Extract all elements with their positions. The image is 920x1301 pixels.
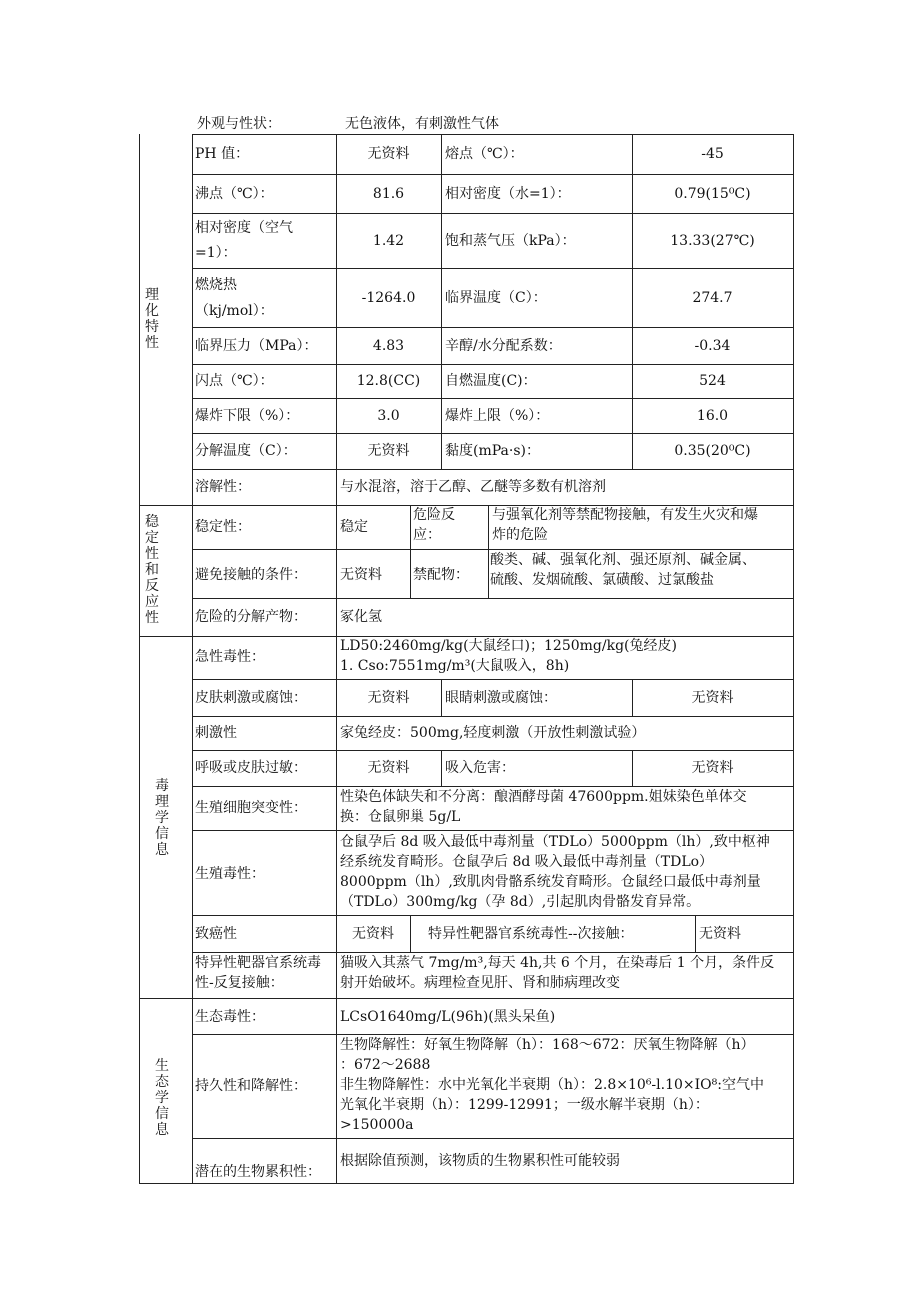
bioaccumulation-value: 根据除值预测，该物质的生物累积性可能较弱 [340, 1153, 620, 1169]
cell-label: 爆炸下限（%）： [195, 408, 300, 424]
bioaccumulation-label: 潜在的生物累积性： [195, 1164, 321, 1180]
hazard-reaction-value-cont: 炸的危险 [492, 527, 548, 543]
acute-toxicity-label: 急性毒性： [195, 649, 265, 665]
persistence-line: 光氧化半衰期（h）：1299-12991；一级水解半衰期（h）： [340, 1097, 709, 1113]
incompatible-value-cont: 硫酸、发烟硫酸、氯磺酸、过氯酸盐 [490, 572, 714, 588]
aspiration-label: 吸入危害： [445, 760, 515, 776]
cell-label: 临界温度（C）： [445, 290, 547, 306]
reproductive-toxicity-line: 8000ppm（lh）,致肌肉骨骼系统发育畸形。仓鼠经口最低中毒剂量 [340, 874, 761, 890]
hazard-reaction-label-cont: 应： [413, 527, 441, 543]
mutagenicity-value-cont: 换：仓鼠卵巢 5g/L [340, 809, 461, 825]
irritation-value: 家兔经皮：500mg,轻度刺激（开放性刺激试验） [340, 725, 646, 741]
stot-single-label: 特异性靶器官系统毒性--次接触： [428, 926, 634, 942]
cell-value: 4.83 [372, 338, 405, 354]
mutagenicity-value: 性染色体缺失和不分离：酿酒酵母菌 47600ppm.姐妹染色单体交 [340, 789, 747, 805]
stability-label: 稳定性： [195, 519, 251, 535]
persistence-line: 非生物降解性：水中光氧化半衰期（h）：2.8×10⁶-l.10×IO⁸:空气中 [340, 1077, 764, 1093]
cell-label: =1）： [195, 245, 237, 261]
cell-label: 沸点（℃）： [195, 186, 274, 202]
avoid-conditions-value: 无资料 [340, 567, 382, 583]
cell-value: 1.42 [372, 233, 405, 249]
hazard-reaction-label: 危险反 [413, 507, 455, 523]
cell-label: 相对密度（空气 [195, 220, 293, 236]
cell-label: 闪点（℃）： [195, 373, 274, 389]
decomp-products-value: 冢化氢 [340, 609, 382, 625]
stot-repeated-label-cont: 性-反复接触： [195, 975, 284, 991]
irritation-label: 刺激性 [195, 725, 237, 741]
persistence-line: 生物降解性：好氧生物降解（h）：168～672：厌氧生物降解（h） [340, 1037, 755, 1053]
stability-value: 稳定 [340, 519, 368, 535]
cell-label: 相对密度（水=1）： [445, 186, 571, 202]
skin-irritation-label: 皮肤刺激或腐蚀： [195, 690, 307, 706]
cell-label: （kj/mol）： [195, 303, 274, 319]
cell-value: 16.0 [696, 408, 729, 424]
section-stability: 稳定性和反应性 [145, 514, 159, 626]
mutagenicity-label: 生殖细胞突变性： [195, 800, 307, 816]
carcinogenicity-value: 无资料 [352, 926, 394, 942]
ecotoxicity-label: 生态毒性： [195, 1009, 265, 1025]
acute-toxicity-value-cont: 1. Cso:7551mg/m³(大鼠吸入，8h) [340, 658, 570, 674]
cell-label: PH 值： [195, 146, 250, 162]
stot-repeated-value-cont: 射开始破坏。病理检查见肝、肾和肺病理改变 [340, 975, 620, 991]
cell-value: 274.7 [692, 290, 733, 306]
cell-label: 燃烧热 [195, 277, 237, 293]
cell-value: -45 [701, 146, 724, 162]
reproductive-toxicity-line: （TDLo）300mg/kg（孕 8d）,引起肌肉骨骼发育异常。 [340, 894, 701, 910]
cell-value: 0.79(15⁰C) [674, 186, 751, 202]
cell-label: 辛醇/水分配系数： [445, 338, 562, 354]
cell-value: -1264.0 [361, 290, 416, 306]
stot-single-value: 无资料 [699, 926, 741, 942]
section-physchem: 理化特性 [145, 287, 159, 351]
aspiration-value: 无资料 [691, 760, 734, 776]
section-ecology: 生态学信息 [155, 1058, 169, 1138]
decomp-products-label: 危险的分解产物： [195, 609, 307, 625]
cell-value: 0.35(20⁰C) [674, 443, 751, 459]
hazard-reaction-value: 与强氧化剂等禁配物接触，有发生火灾和爆 [492, 507, 758, 523]
cell-value: 81.6 [372, 186, 405, 202]
cell-label: 熔点（℃）： [445, 146, 524, 162]
acute-toxicity-value: LD50:2460mg/kg(大鼠经口)；1250mg/kg(兔经皮) [340, 638, 677, 654]
appearance-value: 无色液体，有刺激性气体 [345, 116, 499, 132]
incompatible-label: 禁配物： [413, 567, 469, 583]
cell-value: 524 [699, 373, 726, 389]
reproductive-toxicity-line: 仓鼠孕后 8d 吸入最低中毒剂量（TDLo）5000ppm（lh）,致中枢神 [340, 834, 770, 850]
eye-irritation-label: 眼睛刺激或腐蚀： [445, 690, 557, 706]
solubility-label: 溶解性： [195, 479, 251, 495]
cell-value: 12.8(CC) [356, 373, 421, 389]
carcinogenicity-label: 致癌性 [195, 926, 237, 942]
appearance-label: 外观与性状： [197, 116, 281, 132]
reproductive-toxicity-line: 经系统发育畸形。仓鼠孕后 8d 吸入最低中毒剂量（TDLo） [340, 854, 714, 870]
persistence-line: >150000a [340, 1117, 414, 1133]
cell-label: 自燃温度(C)： [445, 373, 537, 389]
cell-label: 分解温度（C）： [195, 443, 297, 459]
cell-label: 黏度(mPa·s)： [445, 443, 540, 459]
stot-repeated-label: 特异性靶器官系统毒 [195, 955, 321, 971]
sensitization-label: 呼吸或皮肤过敏： [195, 760, 307, 776]
ecotoxicity-value: LCsO1640mg/L(96h)(黑头呆鱼) [340, 1009, 556, 1025]
stot-repeated-value: 猫吸入其蒸气 7mg/m³,每天 4h,共 6 个月，在染毒后 1 个月，条件反 [340, 955, 775, 971]
eye-irritation-value: 无资料 [691, 690, 734, 706]
sensitization-value: 无资料 [367, 760, 410, 776]
solubility-value: 与水混溶，溶于乙醇、乙醚等多数有机溶剂 [340, 479, 606, 495]
skin-irritation-value: 无资料 [367, 690, 410, 706]
section-toxicology: 毒理学信息 [155, 778, 169, 858]
cell-value: 3.0 [377, 408, 400, 424]
incompatible-value: 酸类、碱、强氧化剂、强还原剂、碱金属、 [490, 552, 756, 568]
cell-label: 饱和蒸气压（kPa）： [445, 233, 576, 249]
persistence-line: ：672～2688 [340, 1057, 431, 1073]
cell-value: 无资料 [367, 443, 410, 459]
avoid-conditions-label: 避免接触的条件： [195, 567, 307, 583]
persistence-label: 持久性和降解性： [195, 1078, 307, 1094]
cell-value: 13.33(27℃) [670, 233, 755, 249]
cell-value: -0.34 [694, 338, 731, 354]
reproductive-toxicity-label: 生殖毒性： [195, 866, 265, 882]
cell-label: 爆炸上限（%）： [445, 408, 550, 424]
cell-value: 无资料 [367, 146, 410, 162]
cell-label: 临界压力（MPa）： [195, 338, 318, 354]
